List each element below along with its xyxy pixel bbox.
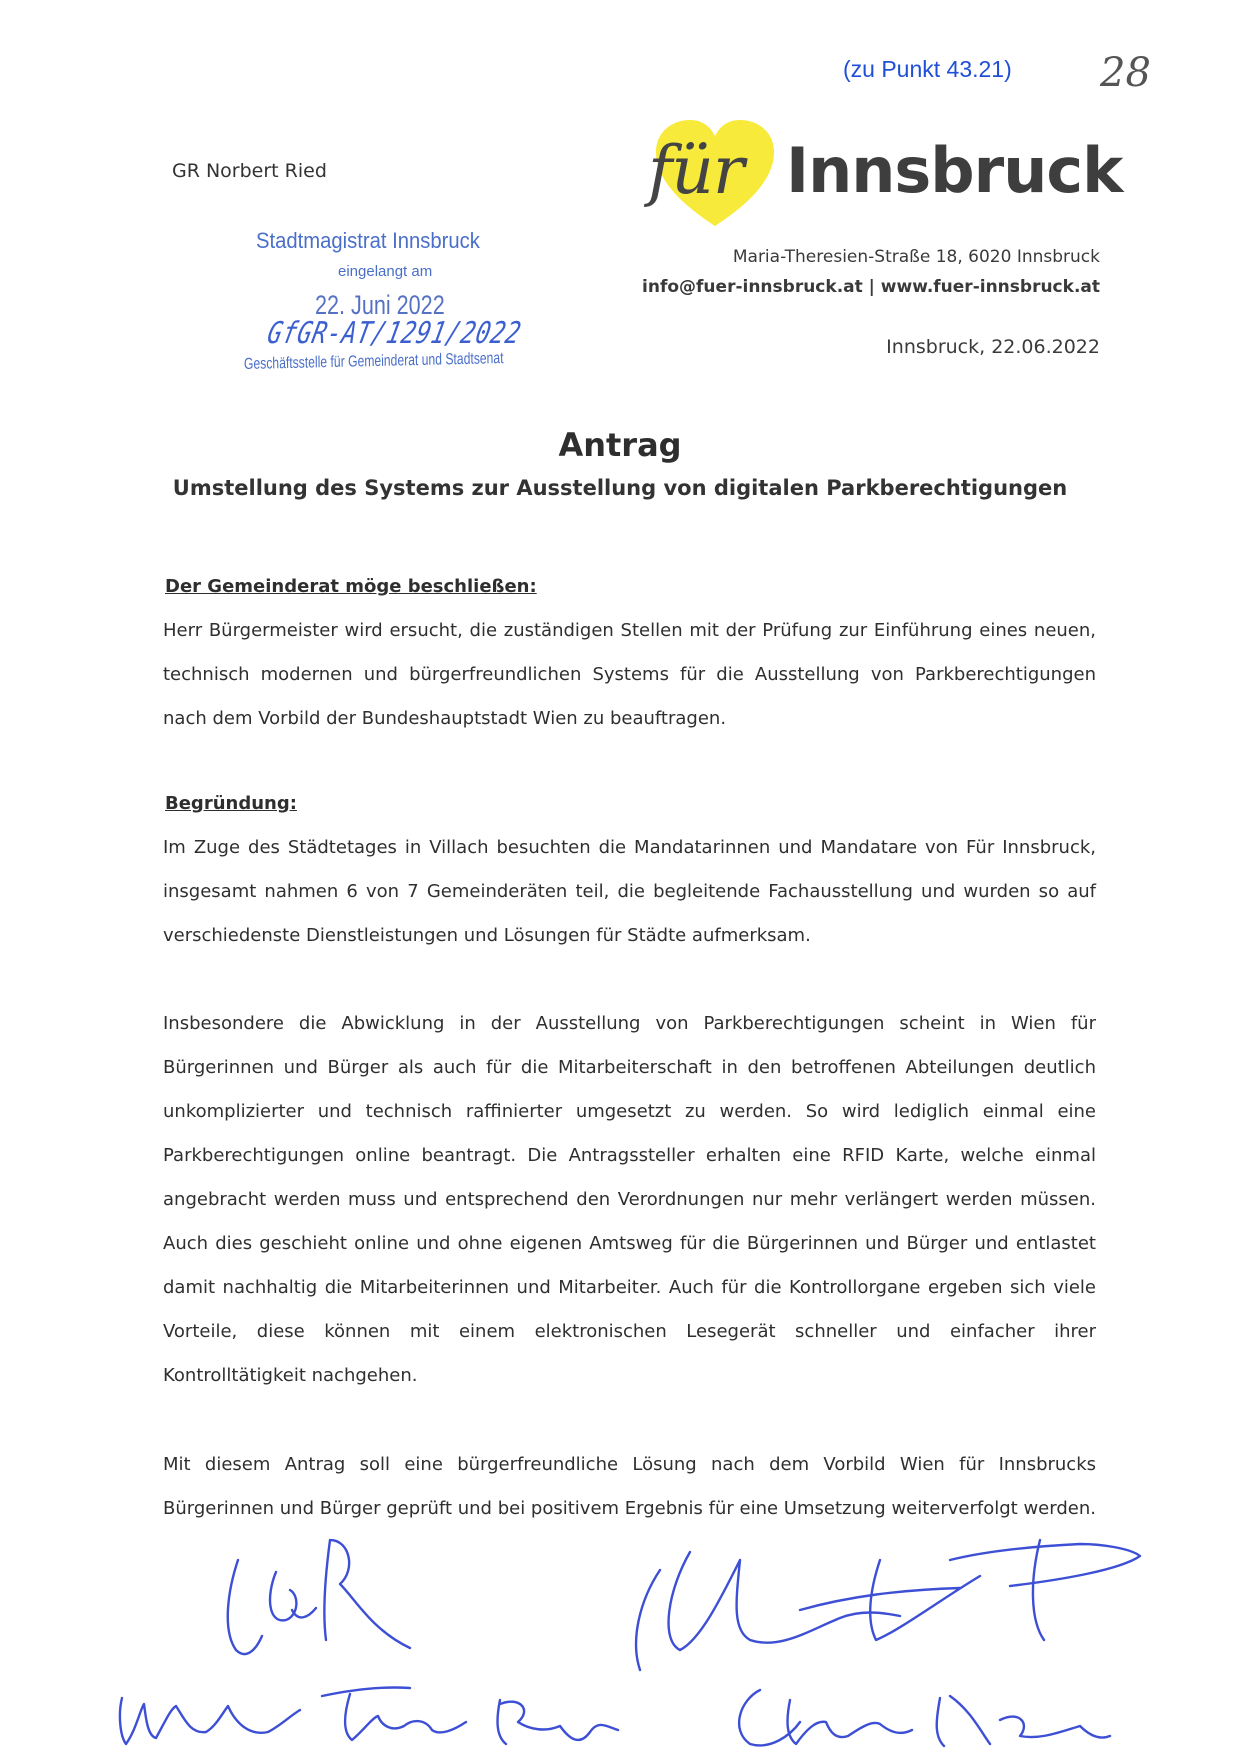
signature-stroke (228, 1540, 410, 1654)
agenda-reference: (zu Punkt 43.21) (843, 56, 1012, 82)
stamp-organization: Stadtmagistrat Innsbruck (256, 228, 480, 253)
document-title: Antrag (558, 426, 682, 464)
reasoning-heading: Begründung: (165, 793, 297, 814)
address-contact: info@fuer-innsbruck.at | www.fuer-innsbruck.at (642, 277, 1100, 297)
reasoning-paragraph-2: Insbesondere die Abwicklung in der Ausstellung von Parkberechtigungen scheint in Wien für Bürgerinnen und Bürger als auch für die Mitarbeiterschaft in den betroffenen Abteilungen deutlich unkomplizierter und technisch raffinierter umgesetzt zu werden. So wird lediglich einmal eine Parkberechtigungen online beantragt. Die Antragssteller erhalten eine RFID Karte, welche einmal angebracht werden muss und entsprechend den Verordnungen nur mehr verlängert werden müssen. Auch dies geschieht online und ohne eigenen Amtsweg für die Bürgerinnen und Bürger und entlastet damit nachhaltig die Mitarbeiterinnen und Mitarbeiter. Auch für die Kontrollorgane ergeben sich viele Vorteile, diese können mit einem elektronischen Lesegerät schneller und einfacher ihrer Kontrolltätigkeit nachgehen. (163, 1013, 1096, 1386)
signature-stroke (120, 1698, 300, 1744)
address-street: Maria-Theresien-Straße 18, 6020 Innsbruck (732, 247, 1100, 267)
document-date: Innsbruck, 22.06.2022 (886, 336, 1100, 358)
signature-stroke (800, 1540, 1140, 1640)
resolution-heading: Der Gemeinderat möge beschließen: (165, 576, 537, 597)
logo-fuer: für (648, 132, 744, 209)
signature-stroke (739, 1690, 1110, 1746)
stamp-received-label: eingelangt am (338, 263, 433, 280)
handwritten-page-number: 28 (1100, 50, 1151, 96)
stamp-file-number: GfGR-AT/1291/2022 (264, 316, 525, 351)
resolution-body: Herr Bürgermeister wird ersucht, die zuständigen Stellen mit der Prüfung zur Einführung eines neuen, technisch modernen und bürgerfreundlichen Systems für die Ausstellung von Parkberechtigungen nach dem Vorbild der Bundeshauptstadt Wien zu beauftragen. (163, 620, 1096, 729)
reasoning-paragraph-1: Im Zuge des Städtetages in Villach besuchten die Mandatarinnen und Mandatare von Für Innsbruck, insgesamt nahmen 6 von 7 Gemeinderäten teil, die begleitende Fachausstellung und wurden so auf verschiedenste Dienstleistungen und Lösungen für Städte aufmerksam. (163, 837, 1096, 946)
logo-wordmark: Innsbruck (786, 134, 1123, 207)
document-subtitle: Umstellung des Systems zur Ausstellung von digitalen Parkberechtigungen (172, 476, 1068, 500)
signature-stroke (322, 1687, 618, 1744)
reasoning-paragraph-3: Mit diesem Antrag soll eine bürgerfreundliche Lösung nach dem Vorbild Wien für Innsbrucks Bürgerinnen und Bürger geprüft und bei positivem Ergebnis für eine Umsetzung weiterverfolgt werden. (163, 1454, 1096, 1519)
stamp-office: Geschäftsstelle für Gemeinderat und Stadtsenat (243, 350, 504, 373)
stamp-date: 22. Juni 2022 (315, 290, 445, 320)
sender-name: GR Norbert Ried (172, 160, 327, 182)
signatures (0, 1500, 1240, 1754)
signature-stroke (636, 1552, 900, 1670)
